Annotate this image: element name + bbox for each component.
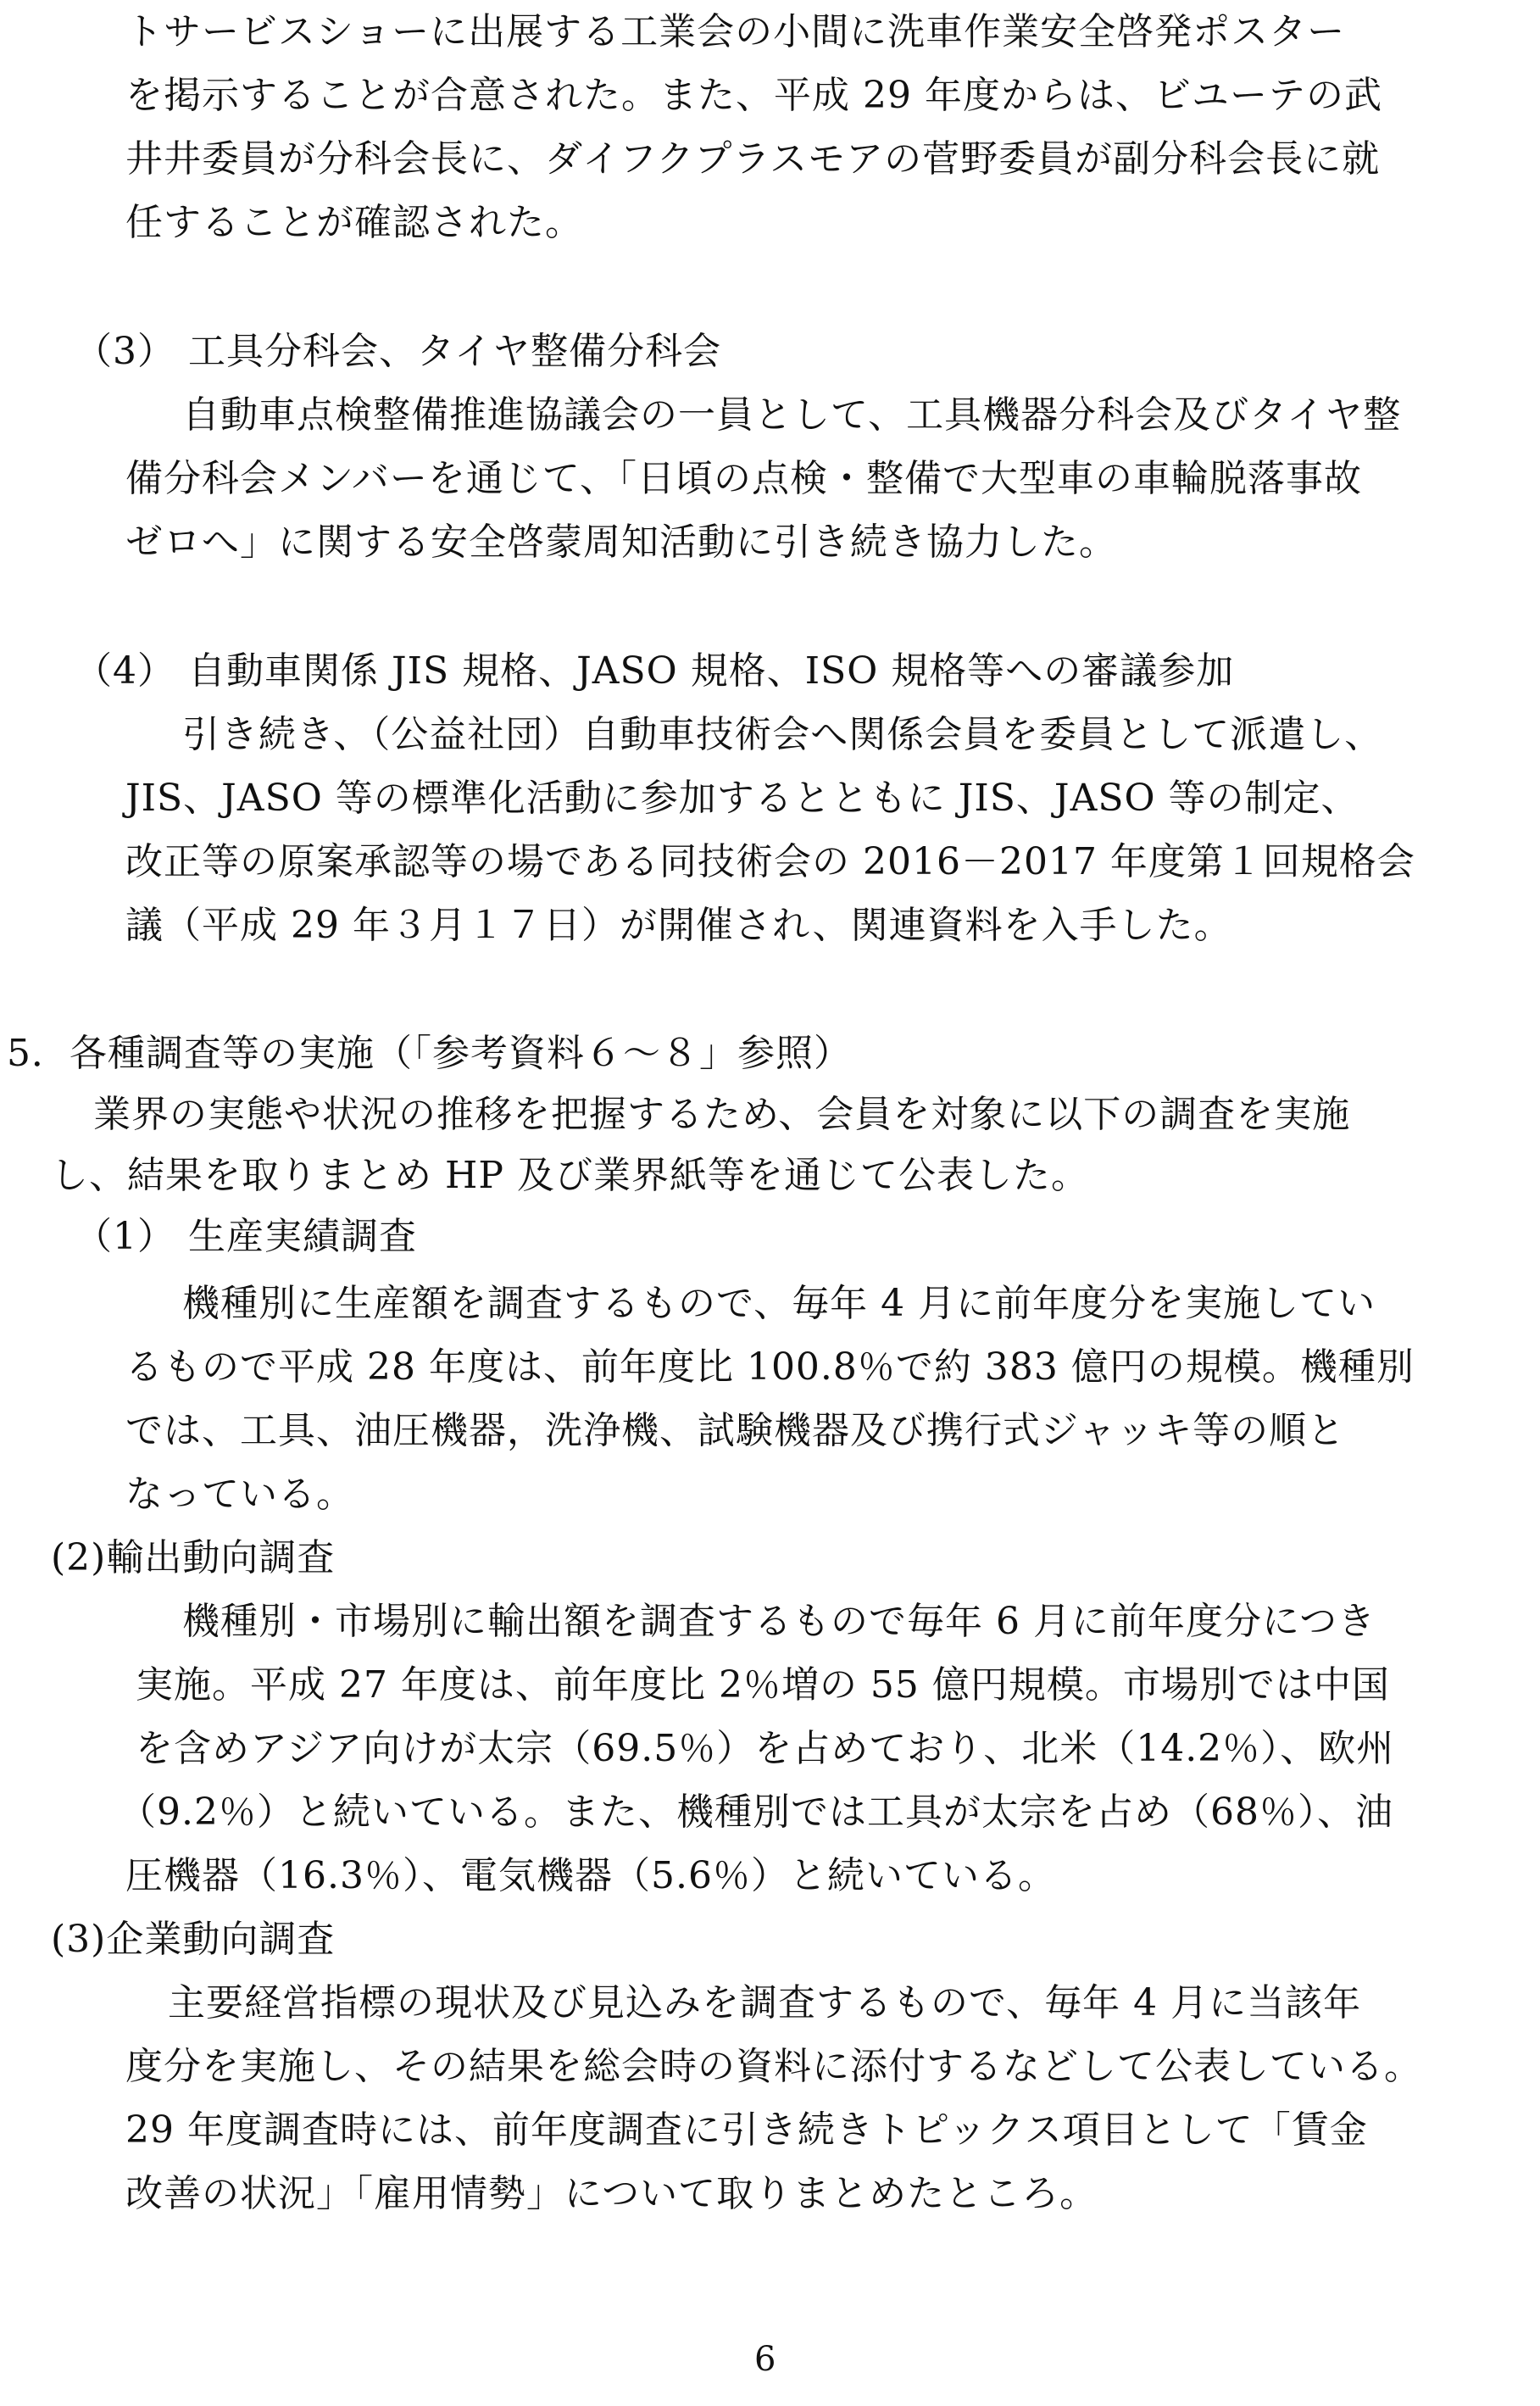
subsection-2-line-2: 実施。平成 27 年度は、前年度比 2％増の 55 億円規模。市場別では中国 xyxy=(136,1663,1390,1707)
intro-line-4: 任することが確認された。 xyxy=(125,201,583,244)
section-4-line-2: JIS、JASO 等の標準化活動に参加するとともに JIS、JASO 等の制定、 xyxy=(125,777,1359,820)
section-4-line-1: 引き続き、（公益社団）自動車技術会へ関係会員を委員として派遣し、 xyxy=(182,713,1383,756)
section-5-line-2: し、結果を取りまとめ HP 及び業界紙等を通じて公表した。 xyxy=(51,1154,1089,1197)
section-3-line-1: 自動車点検整備推進協議会の一員として、工具機器分科会及びタイヤ整 xyxy=(182,393,1402,437)
subsection-1-line-2: るもので平成 28 年度は、前年度比 100.8％で約 383 億円の規模。機種別 xyxy=(125,1345,1415,1389)
subsection-1-heading: （1） 生産実績調査 xyxy=(75,1215,417,1258)
subsection-3-line-2: 度分を実施し、その結果を総会時の資料に添付するなどして公表している。 xyxy=(125,2045,1422,2088)
section-4-line-3: 改正等の原案承認等の場である同技術会の 2016－2017 年度第１回規格会 xyxy=(125,840,1415,883)
section-3-line-3: ゼロへ」に関する安全啓蒙周知活動に引き続き協力した。 xyxy=(125,521,1117,564)
section-4-heading: （4） 自動車関係 JIS 規格、JASO 規格、ISO 規格等への審議参加 xyxy=(75,649,1235,693)
subsection-3-heading: (3)企業動向調査 xyxy=(51,1918,336,1961)
intro-line-3: 井井委員が分科会長に、ダイフクプラスモアの菅野委員が副分科会長に就 xyxy=(125,137,1381,181)
subsection-2-line-4: （9.2％）と続いている。また、機種別では工具が太宗を占め（68％）、油 xyxy=(119,1791,1393,1834)
subsection-2-line-5: 圧機器（16.3％）、電気機器（5.6％）と続いている。 xyxy=(125,1854,1056,1897)
subsection-3-line-1: 主要経営指標の現状及び見込みを調査するもので、毎年 4 月に当該年 xyxy=(168,1981,1362,2024)
section-3-heading: （3） 工具分科会、タイヤ整備分科会 xyxy=(75,330,722,373)
subsection-1-line-1: 機種別に生産額を調査するもので、毎年 4 月に前年度分を実施してい xyxy=(182,1282,1376,1325)
subsection-3-line-3: 29 年度調査時には、前年度調査に引き続きトピックス項目として「賃金 xyxy=(125,2108,1368,2152)
subsection-3-line-4: 改善の状況」「雇用情勢」について取りまとめたところ。 xyxy=(125,2172,1098,2215)
subsection-1-line-4: なっている。 xyxy=(125,1473,354,1516)
section-5-heading: 5．各種調査等の実施（「参考資料６～８」参照） xyxy=(7,1032,852,1075)
intro-line-1: トサービスショーに出展する工業会の小間に洗車作業安全啓発ポスター xyxy=(125,10,1346,53)
subsection-1-line-3: では、工具、油圧機器，洗浄機、試験機器及び携行式ジャッキ等の順と xyxy=(125,1409,1346,1452)
subsection-2-heading: (2)輸出動向調査 xyxy=(51,1536,336,1579)
page-number: 6 xyxy=(754,2340,776,2379)
section-5-line-1: 業界の実態や状況の推移を把握するため、会員を対象に以下の調査を実施 xyxy=(93,1093,1351,1136)
section-4-line-4: 議（平成 29 年３月１７日）が開催され、関連資料を入手した。 xyxy=(125,904,1232,947)
intro-line-2: を掲示することが合意された。また、平成 29 年度からは、ビユーテの武 xyxy=(125,74,1382,117)
subsection-2-line-1: 機種別・市場別に輸出額を調査するもので毎年 6 月に前年度分につき xyxy=(182,1600,1376,1643)
section-3-line-2: 備分科会メンバーを通じて、「日頃の点検・整備で大型車の車輪脱落事故 xyxy=(125,457,1363,500)
subsection-2-line-3: を含めアジア向けが太宗（69.5％）を占めており、北米（14.2％）、欧州 xyxy=(136,1727,1395,1770)
